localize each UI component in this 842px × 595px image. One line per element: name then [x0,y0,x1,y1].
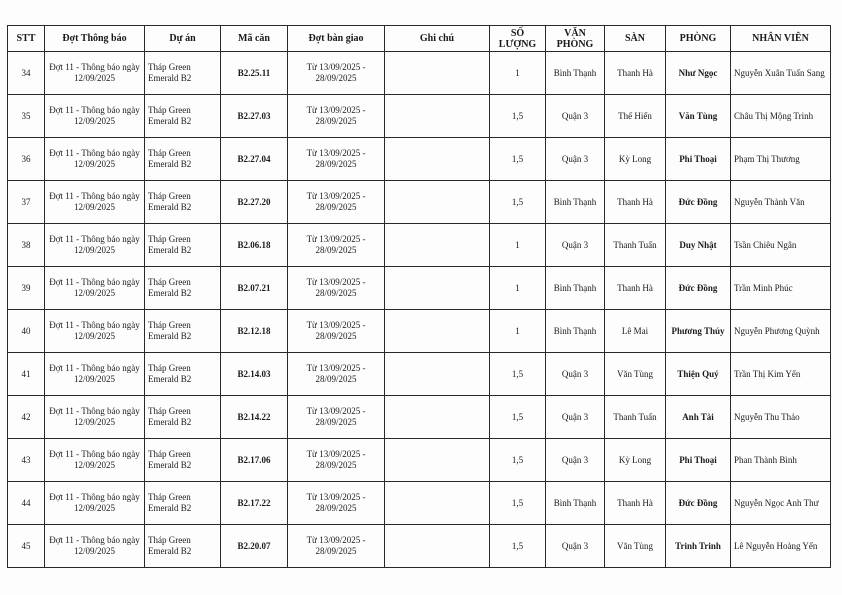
cell-van-phong: Bình Thạnh [546,310,605,353]
cell-ma-can: B2.12.18 [221,310,288,353]
cell-san: Lê Mai [605,310,666,353]
cell-ghi-chu [385,353,490,396]
cell-so-luong: 1,5 [490,95,546,138]
cell-dot-ban-giao: Từ 13/09/2025 - 28/09/2025 [288,353,385,396]
cell-san: Thanh Hà [605,52,666,95]
cell-ma-can: B2.27.03 [221,95,288,138]
cell-van-phong: Quận 3 [546,396,605,439]
cell-nhan-vien: Nguyễn Thành Văn [731,181,831,224]
cell-phong: Trinh Trinh [666,525,731,568]
header-dot-thong-bao: Đợt Thông báo [45,26,145,52]
cell-du-an: Tháp Green Emerald B2 [145,267,221,310]
cell-du-an: Tháp Green Emerald B2 [145,138,221,181]
cell-so-luong: 1,5 [490,353,546,396]
cell-du-an: Tháp Green Emerald B2 [145,181,221,224]
cell-phong: Văn Tùng [666,95,731,138]
cell-van-phong: Quận 3 [546,224,605,267]
cell-dot-thong-bao: Đợt 11 - Thông báo ngày 12/09/2025 [45,95,145,138]
cell-so-luong: 1 [490,310,546,353]
cell-nhan-vien: Nguyễn Thu Thảo [731,396,831,439]
header-row [8,26,831,52]
cell-dot-thong-bao: Đợt 11 - Thông báo ngày 12/09/2025 [45,396,145,439]
cell-ma-can: B2.17.06 [221,439,288,482]
table-row [8,396,831,439]
cell-san: Thanh Hà [605,482,666,525]
cell-dot-ban-giao: Từ 13/09/2025 - 28/09/2025 [288,224,385,267]
cell-dot-thong-bao: Đợt 11 - Thông báo ngày 12/09/2025 [45,52,145,95]
cell-du-an: Tháp Green Emerald B2 [145,95,221,138]
cell-van-phong: Bình Thạnh [546,181,605,224]
header-so-luong: SỐ LƯỢNG [490,26,546,52]
cell-nhan-vien: Nguyễn Xuân Tuấn Sang [731,52,831,95]
header-nhan-vien: NHÂN VIÊN [731,26,831,52]
cell-phong: Anh Tài [666,396,731,439]
cell-van-phong: Bình Thạnh [546,52,605,95]
cell-dot-ban-giao: Từ 13/09/2025 - 28/09/2025 [288,138,385,181]
cell-van-phong: Quận 3 [546,95,605,138]
header-ma-can: Mã căn [221,26,288,52]
cell-dot-thong-bao: Đợt 11 - Thông báo ngày 12/09/2025 [45,525,145,568]
cell-stt: 39 [8,267,45,310]
cell-dot-thong-bao: Đợt 11 - Thông báo ngày 12/09/2025 [45,181,145,224]
cell-dot-thong-bao: Đợt 11 - Thông báo ngày 12/09/2025 [45,224,145,267]
header-ghi-chu: Ghi chú [385,26,490,52]
cell-so-luong: 1,5 [490,181,546,224]
cell-so-luong: 1 [490,52,546,95]
cell-nhan-vien: Phan Thành Bình [731,439,831,482]
cell-dot-ban-giao: Từ 13/09/2025 - 28/09/2025 [288,482,385,525]
cell-nhan-vien: Châu Thị Mộng Trinh [731,95,831,138]
cell-ma-can: B2.25.11 [221,52,288,95]
header-phong: PHÒNG [666,26,731,52]
cell-dot-thong-bao: Đợt 11 - Thông báo ngày 12/09/2025 [45,439,145,482]
table-row [8,310,831,353]
cell-so-luong: 1,5 [490,525,546,568]
cell-du-an: Tháp Green Emerald B2 [145,310,221,353]
cell-ma-can: B2.20.07 [221,525,288,568]
table-row [8,52,831,95]
cell-du-an: Tháp Green Emerald B2 [145,396,221,439]
cell-stt: 45 [8,525,45,568]
cell-nhan-vien: Nguyễn Phương Quỳnh [731,310,831,353]
cell-dot-thong-bao: Đợt 11 - Thông báo ngày 12/09/2025 [45,310,145,353]
cell-nhan-vien: Lê Nguyễn Hoàng Yến [731,525,831,568]
cell-dot-ban-giao: Từ 13/09/2025 - 28/09/2025 [288,267,385,310]
cell-stt: 41 [8,353,45,396]
table-row [8,224,831,267]
cell-van-phong: Quận 3 [546,439,605,482]
cell-dot-ban-giao: Từ 13/09/2025 - 28/09/2025 [288,181,385,224]
cell-stt: 44 [8,482,45,525]
table-row [8,181,831,224]
cell-ghi-chu [385,525,490,568]
cell-nhan-vien: Trần Minh Phúc [731,267,831,310]
header-san: SÀN [605,26,666,52]
cell-stt: 34 [8,52,45,95]
cell-nhan-vien: Phạm Thị Thương [731,138,831,181]
header-dot-ban-giao: Đợt bàn giao [288,26,385,52]
cell-stt: 42 [8,396,45,439]
cell-ma-can: B2.27.20 [221,181,288,224]
cell-san: Kỳ Long [605,138,666,181]
cell-san: Văn Tùng [605,353,666,396]
cell-ghi-chu [385,224,490,267]
header-stt: STT [8,26,45,52]
cell-phong: Phương Thúy [666,310,731,353]
cell-dot-ban-giao: Từ 13/09/2025 - 28/09/2025 [288,310,385,353]
cell-stt: 38 [8,224,45,267]
cell-ma-can: B2.17.22 [221,482,288,525]
cell-ma-can: B2.07.21 [221,267,288,310]
cell-nhan-vien: Tsần Chiêu Ngân [731,224,831,267]
cell-ghi-chu [385,95,490,138]
cell-nhan-vien: Nguyễn Ngọc Anh Thư [731,482,831,525]
cell-dot-thong-bao: Đợt 11 - Thông báo ngày 12/09/2025 [45,267,145,310]
cell-dot-ban-giao: Từ 13/09/2025 - 28/09/2025 [288,525,385,568]
cell-du-an: Tháp Green Emerald B2 [145,482,221,525]
cell-san: Thanh Hà [605,181,666,224]
header-du-an: Dự án [145,26,221,52]
cell-stt: 40 [8,310,45,353]
table-row [8,482,831,525]
cell-dot-thong-bao: Đợt 11 - Thông báo ngày 12/09/2025 [45,353,145,396]
cell-so-luong: 1 [490,224,546,267]
cell-san: Văn Tùng [605,525,666,568]
cell-ghi-chu [385,396,490,439]
cell-dot-ban-giao: Từ 13/09/2025 - 28/09/2025 [288,95,385,138]
cell-du-an: Tháp Green Emerald B2 [145,353,221,396]
cell-du-an: Tháp Green Emerald B2 [145,439,221,482]
cell-so-luong: 1,5 [490,439,546,482]
cell-phong: Duy Nhật [666,224,731,267]
cell-ma-can: B2.06.18 [221,224,288,267]
cell-ghi-chu [385,482,490,525]
cell-van-phong: Quận 3 [546,353,605,396]
cell-ma-can: B2.14.03 [221,353,288,396]
cell-dot-ban-giao: Từ 13/09/2025 - 28/09/2025 [288,439,385,482]
cell-phong: Phi Thoại [666,138,731,181]
cell-stt: 43 [8,439,45,482]
cell-du-an: Tháp Green Emerald B2 [145,525,221,568]
cell-ghi-chu [385,310,490,353]
cell-phong: Như Ngọc [666,52,731,95]
cell-phong: Thiện Quý [666,353,731,396]
cell-san: Kỳ Long [605,439,666,482]
cell-van-phong: Bình Thạnh [546,482,605,525]
cell-so-luong: 1,5 [490,138,546,181]
cell-ghi-chu [385,52,490,95]
cell-dot-thong-bao: Đợt 11 - Thông báo ngày 12/09/2025 [45,482,145,525]
handover-table [7,25,831,568]
cell-dot-thong-bao: Đợt 11 - Thông báo ngày 12/09/2025 [45,138,145,181]
table-row [8,525,831,568]
cell-du-an: Tháp Green Emerald B2 [145,224,221,267]
cell-phong: Đức Đồng [666,181,731,224]
cell-ma-can: B2.27.04 [221,138,288,181]
cell-dot-ban-giao: Từ 13/09/2025 - 28/09/2025 [288,52,385,95]
cell-so-luong: 1,5 [490,396,546,439]
cell-san: Thanh Tuấn [605,224,666,267]
table-row [8,95,831,138]
cell-san: Thanh Tuấn [605,396,666,439]
cell-phong: Đức Đồng [666,267,731,310]
cell-phong: Đức Đồng [666,482,731,525]
cell-stt: 37 [8,181,45,224]
table-row [8,439,831,482]
cell-stt: 36 [8,138,45,181]
cell-stt: 35 [8,95,45,138]
table-row [8,138,831,181]
table-row [8,353,831,396]
cell-ma-can: B2.14.22 [221,396,288,439]
cell-van-phong: Quận 3 [546,525,605,568]
cell-phong: Phi Thoại [666,439,731,482]
cell-nhan-vien: Trần Thị Kim Yến [731,353,831,396]
cell-van-phong: Quận 3 [546,138,605,181]
cell-ghi-chu [385,181,490,224]
cell-san: Thanh Hà [605,267,666,310]
cell-so-luong: 1,5 [490,482,546,525]
cell-ghi-chu [385,267,490,310]
cell-dot-ban-giao: Từ 13/09/2025 - 28/09/2025 [288,396,385,439]
cell-ghi-chu [385,439,490,482]
header-van-phong: VĂN PHÒNG [546,26,605,52]
table-row [8,267,831,310]
cell-san: Thế Hiển [605,95,666,138]
cell-du-an: Tháp Green Emerald B2 [145,52,221,95]
cell-ghi-chu [385,138,490,181]
cell-van-phong: Bình Thạnh [546,267,605,310]
cell-so-luong: 1 [490,267,546,310]
